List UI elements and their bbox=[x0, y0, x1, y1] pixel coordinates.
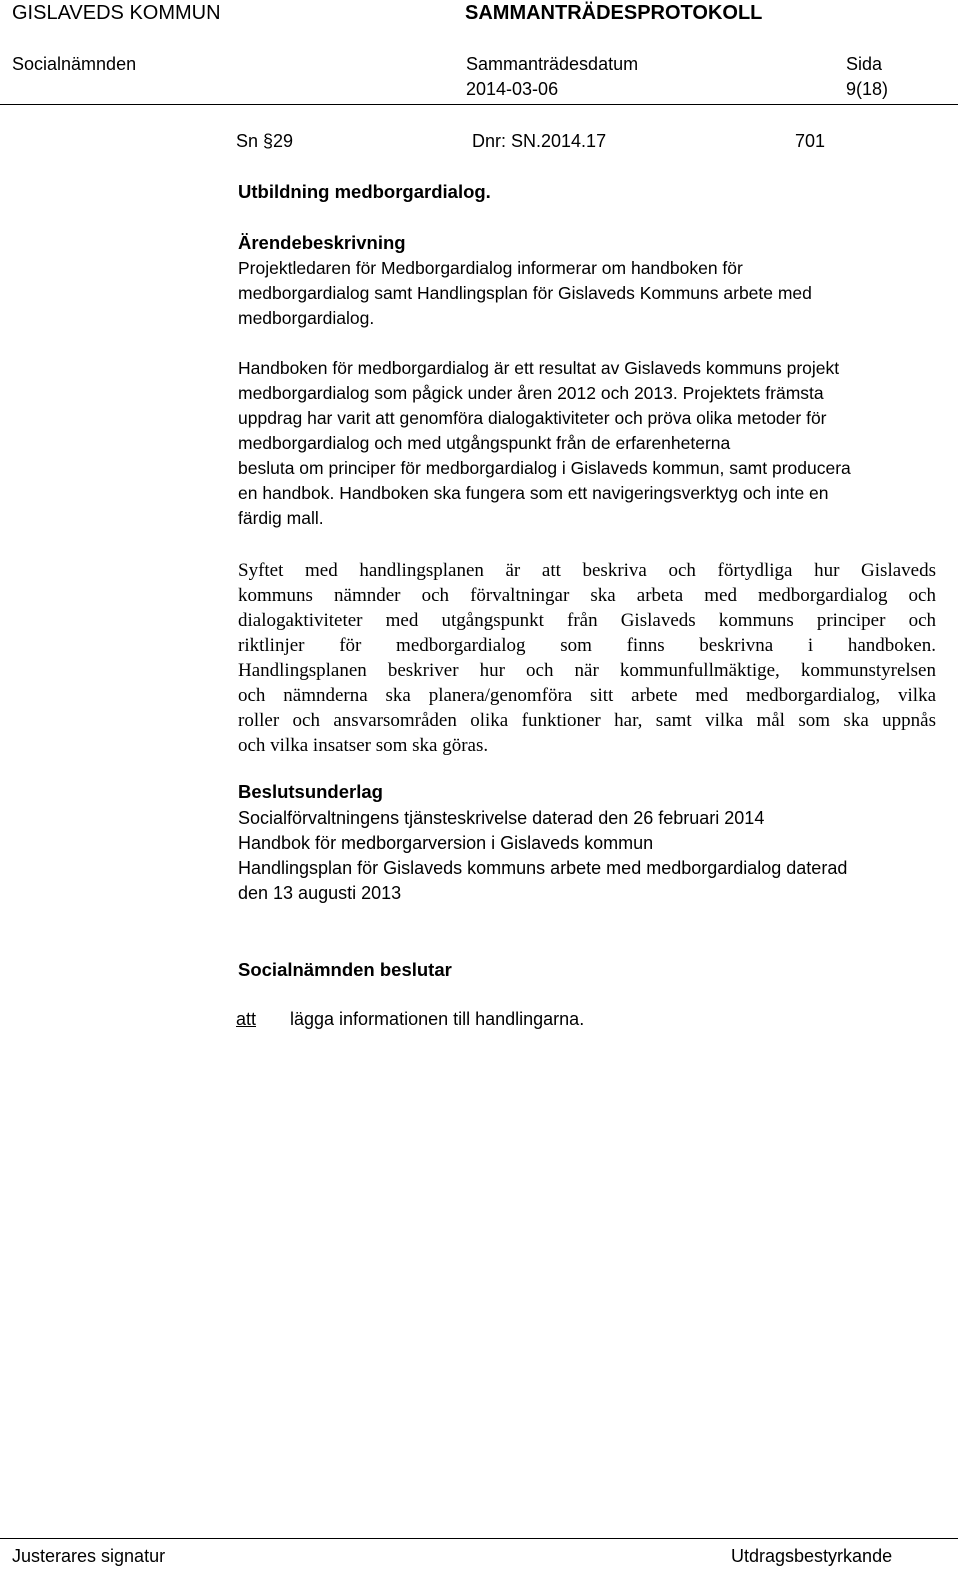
paragraph-number: Sn §29 bbox=[236, 131, 294, 151]
text-line: en handbok. Handboken ska fungera som ett navigeringsverktyg och inte en bbox=[238, 483, 829, 503]
text-line: dialogaktiviteter med utgångspunkt från Gislaveds kommuns principer och bbox=[238, 610, 936, 631]
text-line: uppdrag har varit att genomföra dialogaktiviteter och pröva olika metoder för bbox=[238, 408, 827, 428]
list-item: Handbok för medborgarversion i Gislaveds kommun bbox=[238, 833, 654, 853]
text-line: Handboken för medborgardialog är ett resultat av Gislaveds kommuns projekt bbox=[238, 358, 840, 378]
meeting-date-value: 2014-03-06 bbox=[466, 79, 559, 99]
dnr-number: Dnr: SN.2014.17 bbox=[472, 131, 607, 151]
description-heading: Ärendebeskrivning bbox=[238, 232, 406, 253]
description-paragraph-2 bbox=[238, 356, 948, 531]
text-line: Handlingsplanen beskriver hur och när kommunfullmäktige, kommunstyrelsen bbox=[238, 660, 936, 681]
meeting-date-label: Sammanträdesdatum bbox=[466, 54, 639, 74]
text-line: och nämnderna ska planera/genomföra sitt arbete med medborgardialog, vilka bbox=[238, 685, 936, 706]
header-divider bbox=[0, 104, 958, 105]
decision-text: lägga informationen till handlingarna. bbox=[290, 1009, 585, 1029]
page-number: 9(18) bbox=[846, 79, 889, 99]
description-paragraph-3 bbox=[238, 558, 936, 758]
text-line: riktlinjer för medborgardialog som finns beskrivna i handboken. bbox=[238, 635, 936, 656]
basis-heading: Beslutsunderlag bbox=[238, 781, 383, 802]
text-line: medborgardialog. bbox=[238, 308, 375, 328]
text-line: kommuns nämnder och förvaltningar ska arbeta med medborgardialog och bbox=[238, 585, 936, 606]
text-line: medborgardialog som pågick under åren 2012 och 2013. Projektets främsta bbox=[238, 383, 824, 403]
committee-name: Socialnämnden bbox=[12, 54, 137, 74]
decision-prefix: att bbox=[236, 1009, 257, 1029]
document-type: SAMMANTRÄDESPROTOKOLL bbox=[465, 2, 763, 24]
text-line: medborgardialog samt Handlingsplan för Gislaveds Kommuns arbete med bbox=[238, 283, 812, 303]
description-paragraph-1 bbox=[238, 256, 948, 331]
text-line: medborgardialog och med utgångspunkt från de erfarenheterna bbox=[238, 433, 731, 453]
list-item: Handlingsplan för Gislaveds kommuns arbete med medborgardialog daterad bbox=[238, 858, 848, 878]
text-line: och vilka insatser som ska göras. bbox=[238, 735, 489, 756]
case-title: Utbildning medborgardialog. bbox=[238, 181, 491, 202]
list-item: Socialförvaltningens tjänsteskrivelse daterad den 26 februari 2014 bbox=[238, 808, 765, 828]
text-line: Syftet med handlingsplanen är att beskriva och förtydliga hur Gislaveds bbox=[238, 560, 936, 581]
adjuster-signature-label: Justerares signatur bbox=[12, 1546, 166, 1566]
extract-certification-label: Utdragsbestyrkande bbox=[731, 1546, 893, 1566]
organization-name: GISLAVEDS KOMMUN bbox=[12, 2, 221, 24]
decision-heading: Socialnämnden beslutar bbox=[238, 959, 452, 980]
page-label: Sida bbox=[846, 54, 883, 74]
archive-code: 701 bbox=[795, 131, 826, 151]
footer-divider bbox=[0, 1538, 958, 1539]
text-line: roller och ansvarsområden olika funktioner har, samt vilka mål som ska uppnås bbox=[238, 710, 936, 731]
text-line: Projektledaren för Medborgardialog informerar om handboken för bbox=[238, 258, 743, 278]
text-line: färdig mall. bbox=[238, 508, 324, 528]
basis-list bbox=[238, 806, 948, 906]
text-line: besluta om principer för medborgardialog i Gislaveds kommun, samt producera bbox=[238, 458, 851, 478]
list-item: den 13 augusti 2013 bbox=[238, 883, 402, 903]
